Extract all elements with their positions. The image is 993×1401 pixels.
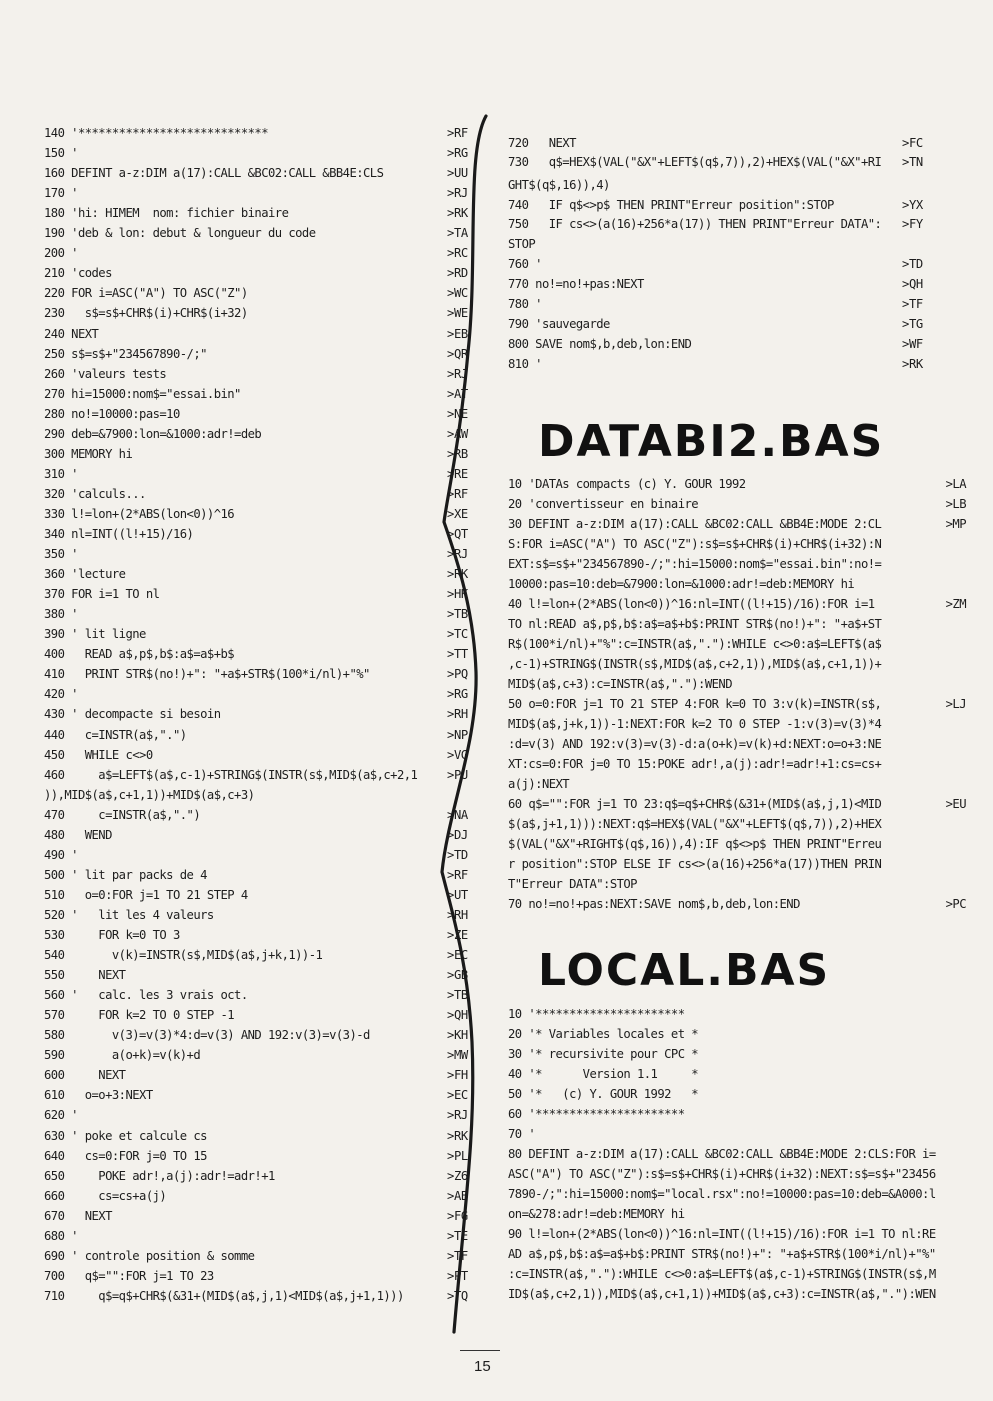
- code-line: [508, 754, 958, 774]
- code-text: R$(100*i/nl)+"%":c=INSTR(a$,"."):WHILE c<>0:a$=LEFT$(a$: [508, 637, 882, 651]
- code-line: [508, 534, 958, 554]
- code-line: 320 'calculs...: [44, 486, 146, 501]
- code-line: 380 ': [44, 607, 78, 622]
- code-text: T"Erreur DATA":STOP: [508, 877, 637, 891]
- checksum-code: >AT: [447, 386, 468, 401]
- code-line: [508, 594, 966, 614]
- code-line: [508, 854, 958, 874]
- code-line: 520 ' lit les 4 valeurs: [44, 907, 214, 922]
- checksum-code: >VG: [447, 747, 468, 762]
- code-line: 590 a(o+k)=v(k)+d: [44, 1048, 201, 1063]
- code-line: [508, 1264, 958, 1284]
- code-line: 180 'hi: HIMEM nom: fichier binaire: [44, 206, 289, 221]
- code-line: 410 PRINT STR$(no!)+": "+a$+STR$(100*i/nl)+"%": [44, 667, 370, 682]
- code-line: 440 c=INSTR(a$,"."): [44, 727, 187, 742]
- code-line: [508, 1144, 958, 1164]
- checksum-code: >RG: [447, 146, 468, 161]
- checksum-code: >RF: [447, 486, 468, 501]
- program-title-local: LOCAL.BAS: [538, 945, 831, 996]
- page-number-rule: [460, 1350, 500, 1351]
- code-line: [508, 734, 958, 754]
- checksum-code: >PU: [447, 767, 468, 782]
- checksum-code: >TD: [447, 847, 468, 862]
- code-line: 210 'codes: [44, 266, 112, 281]
- code-line: [508, 834, 958, 854]
- code-line: 490 ': [44, 847, 78, 862]
- code-line: [508, 774, 958, 794]
- code-line: 760 ': [508, 257, 542, 271]
- code-line: [508, 474, 966, 494]
- checksum-code: >EC: [447, 948, 468, 963]
- checksum-code: >RK: [447, 567, 468, 582]
- checksum-code: >ZE: [447, 928, 468, 942]
- checksum-code: >MW: [447, 1048, 468, 1063]
- checksum-code: >RE: [447, 466, 468, 481]
- checksum-code: >EU: [945, 797, 966, 811]
- right-column: [470, 0, 993, 1401]
- code-line: [508, 1244, 958, 1264]
- code-text: 60 '**********************: [508, 1107, 685, 1121]
- code-line: 500 ' lit par packs de 4: [44, 867, 207, 882]
- code-line: [508, 794, 966, 814]
- code-line: 460 a$=LEFT$(a$,c-1)+STRING$(INSTR(s$,MID$(a$,c+2,1: [44, 767, 418, 782]
- code-line: 640 cs=0:FOR j=0 TO 15: [44, 1148, 207, 1163]
- checksum-code: >AB: [447, 1188, 468, 1203]
- code-text: $(a$,j+1,1))):NEXT:q$=HEX$(VAL("&X"+LEFT$(q$,7)),2)+HEX: [508, 817, 882, 831]
- code-text: ASC("A") TO ASC("Z"):s$=s$+CHR$(i)+CHR$(i+32):NEXT:s$=s$+"23456: [508, 1167, 936, 1181]
- code-text: 90 l!=lon+(2*ABS(lon<0))^16:nl=INT((l!+15)/16):FOR i=1 TO nl:RE: [508, 1227, 936, 1241]
- checksum-code: >RD: [447, 266, 468, 281]
- code-line: 550 NEXT: [44, 968, 126, 983]
- code-line: 620 ': [44, 1108, 78, 1123]
- code-line: 770 no!=no!+pas:NEXT: [508, 277, 644, 291]
- code-line: 370 FOR i=1 TO nl: [44, 587, 160, 602]
- databi2-listing: [508, 474, 966, 914]
- code-line: 600 NEXT: [44, 1068, 126, 1083]
- checksum-code: >EB: [447, 326, 468, 341]
- checksum-code: >FH: [447, 1068, 468, 1083]
- code-text: $(VAL("&X"+RIGHT$(q$,16)),4):IF q$<>p$ THEN PRINT"Erreu: [508, 837, 882, 851]
- checksum-code: >NE: [447, 406, 468, 421]
- checksum-code: >UU: [447, 166, 468, 181]
- checksum-code: >HK: [447, 587, 468, 602]
- code-line: 680 ': [44, 1228, 78, 1243]
- code-text: TO nl:READ a$,p$,b$:a$=a$+b$:PRINT STR$(no!)+": "+a$+ST: [508, 617, 882, 631]
- checksum-code: >FY: [902, 217, 923, 231]
- code-line: 750 IF cs<>(a(16)+256*a(17)) THEN PRINT"Erreur DATA":: [508, 217, 882, 231]
- checksum-code: >MP: [945, 517, 966, 531]
- code-line: 250 s$=s$+"234567890-/;": [44, 346, 207, 361]
- code-line: 530 FOR k=0 TO 3: [44, 928, 180, 942]
- checksum-code: >RK: [447, 1128, 468, 1143]
- code-line: [508, 1164, 958, 1184]
- code-text: 7890-/;":hi=15000:nom$="local.rsx":no!=10000:pas=10:deb=&A000:l: [508, 1187, 936, 1201]
- code-line: [508, 574, 958, 594]
- code-text: MID$(a$,c+3):c=INSTR(a$,"."):WEND: [508, 677, 732, 691]
- checksum-code: >UT: [447, 887, 468, 902]
- code-line: 150 ': [44, 146, 78, 161]
- code-line: [508, 1184, 958, 1204]
- code-line: 420 ': [44, 687, 78, 702]
- checksum-code: >RH: [447, 707, 468, 722]
- code-text: on=&278:adr!=deb:MEMORY hi: [508, 1207, 685, 1221]
- checksum-code: >RK: [447, 206, 468, 221]
- code-line: 360 'lecture: [44, 567, 126, 582]
- code-line: 570 FOR k=2 TO 0 STEP -1: [44, 1008, 235, 1023]
- code-line: 540 v(k)=INSTR(s$,MID$(a$,j+k,1))-1: [44, 948, 323, 963]
- code-text: MID$(a$,j+k,1))-1:NEXT:FOR k=2 TO 0 STEP -1:v(3)=v(3)*4: [508, 717, 882, 731]
- checksum-code: >LA: [945, 477, 966, 491]
- code-text: 70 no!=no!+pas:NEXT:SAVE nom$,b,deb,lon:END: [508, 897, 800, 911]
- checksum-code: >XE: [447, 506, 468, 521]
- checksum-code: >YX: [902, 198, 923, 212]
- checksum-code: >DJ: [447, 827, 468, 842]
- checksum-code: >RB: [447, 446, 468, 461]
- code-line: 510 o=0:FOR j=1 TO 21 STEP 4: [44, 887, 248, 902]
- code-text: 70 ': [508, 1127, 536, 1141]
- code-line: [508, 1004, 958, 1024]
- code-line: 350 ': [44, 547, 78, 562]
- code-line: 710 q$=q$+CHR$(&31+(MID$(a$,j,1)<MID$(a$,j+1,1))): [44, 1288, 404, 1303]
- code-line: 280 no!=10000:pas=10: [44, 406, 180, 421]
- checksum-code: >AW: [447, 426, 468, 441]
- code-line: 220 FOR i=ASC("A") TO ASC("Z"): [44, 286, 248, 301]
- code-text: 40 l!=lon+(2*ABS(lon<0))^16:nl=INT((l!+15)/16):FOR i=1: [508, 597, 875, 611]
- code-line: 700 q$="":FOR j=1 TO 23: [44, 1268, 214, 1283]
- checksum-code: >KH: [447, 1028, 468, 1043]
- left-column-listing: [0, 0, 470, 1303]
- checksum-code: >WC: [447, 286, 468, 301]
- code-line: [508, 714, 958, 734]
- code-line: 690 ' controle position & somme: [44, 1248, 255, 1263]
- local-listing: [508, 1004, 958, 1304]
- code-text: 20 'convertisseur en binaire: [508, 497, 699, 511]
- code-line: 610 o=o+3:NEXT: [44, 1088, 153, 1103]
- checksum-code: >FC: [902, 136, 923, 150]
- code-line: )),MID$(a$,c+1,1))+MID$(a$,c+3): [44, 787, 255, 802]
- code-text: a(j):NEXT: [508, 777, 570, 791]
- code-line: [508, 554, 958, 574]
- code-text: 50 o=0:FOR j=1 TO 21 STEP 4:FOR k=0 TO 3:v(k)=INSTR(s$,: [508, 697, 882, 711]
- checksum-code: >TQ: [447, 1288, 468, 1303]
- code-line: 160 DEFINT a-z:DIM a(17):CALL &BC02:CALL &BB4E:CLS: [44, 166, 384, 181]
- code-line: 400 READ a$,p$,b$:a$=a$+b$: [44, 647, 235, 662]
- code-line: [508, 1224, 958, 1244]
- code-text: 10 '**********************: [508, 1007, 685, 1021]
- code-line: 390 ' lit ligne: [44, 627, 146, 642]
- code-text: 30 DEFINT a-z:DIM a(17):CALL &BC02:CALL &BB4E:MODE 2:CL: [508, 517, 882, 531]
- code-line: [508, 1024, 958, 1044]
- code-text: 80 DEFINT a-z:DIM a(17):CALL &BC02:CALL &BB4E:MODE 2:CLS:FOR i=: [508, 1147, 936, 1161]
- code-line: 240 NEXT: [44, 326, 99, 341]
- checksum-code: >LB: [945, 497, 966, 511]
- code-line: 140 '****************************: [44, 126, 268, 140]
- code-line: [508, 674, 958, 694]
- code-line: 230 s$=s$+CHR$(i)+CHR$(i+32): [44, 306, 248, 321]
- code-line: [508, 1204, 958, 1224]
- code-line: 780 ': [508, 297, 542, 311]
- code-line: 810 ': [508, 357, 542, 371]
- code-line: 800 SAVE nom$,b,deb,lon:END: [508, 337, 692, 351]
- code-text: 10 'DATAs compacts (c) Y. GOUR 1992: [508, 477, 746, 491]
- code-line: 430 ' decompacte si besoin: [44, 707, 221, 722]
- code-line: 580 v(3)=v(3)*4:d=v(3) AND 192:v(3)=v(3)-d: [44, 1028, 370, 1043]
- checksum-code: >TC: [447, 627, 468, 642]
- code-line: GHT$(q$,16)),4): [508, 178, 610, 192]
- code-text: ID$(a$,c+2,1)),MID$(a$,c+1,1))+MID$(a$,c+3):c=INSTR(a$,"."):WEN: [508, 1287, 936, 1301]
- code-line: [508, 514, 966, 534]
- code-line: 730 q$=HEX$(VAL("&X"+LEFT$(q$,7)),2)+HEX$(VAL("&X"+RI: [508, 155, 882, 169]
- code-line: [508, 694, 966, 714]
- checksum-code: >TG: [902, 317, 923, 331]
- code-line: [508, 1064, 958, 1084]
- code-line: 340 nl=INT((l!+15)/16): [44, 527, 194, 541]
- checksum-code: >PL: [447, 1148, 468, 1163]
- code-line: 650 POKE adr!,a(j):adr!=adr!+1: [44, 1168, 275, 1183]
- code-line: 630 ' poke et calcule cs: [44, 1128, 207, 1143]
- code-line: 330 l!=lon+(2*ABS(lon<0))^16: [44, 506, 235, 521]
- checksum-code: >LJ: [945, 697, 966, 711]
- code-text: 10000:pas=10:deb=&7900:lon=&1000:adr!=deb:MEMORY hi: [508, 577, 855, 591]
- code-text: ,c-1)+STRING$(INSTR(s$,MID$(a$,c+2,1)),MID$(a$,c+1,1))+: [508, 657, 882, 671]
- code-text: 60 q$="":FOR j=1 TO 23:q$=q$+CHR$(&31+(MID$(a$,j,1)<MID: [508, 797, 882, 811]
- code-line: [508, 494, 966, 514]
- checksum-code: >Z6: [447, 1168, 468, 1183]
- code-line: [508, 1104, 958, 1124]
- code-text: 20 '* Variables locales et *: [508, 1027, 699, 1041]
- code-text: EXT:s$=s$+"234567890-/;":hi=15000:nom$="essai.bin":no!=: [508, 557, 882, 571]
- checksum-code: >RJ: [447, 1108, 468, 1123]
- code-line: [508, 1044, 958, 1064]
- checksum-code: >RG: [447, 687, 468, 702]
- checksum-code: >QH: [902, 277, 923, 291]
- checksum-code: >RF: [447, 126, 468, 140]
- checksum-code: >RJ: [447, 366, 468, 381]
- checksum-code: >TF: [447, 1248, 468, 1263]
- checksum-code: >RJ: [447, 186, 468, 201]
- code-text: 40 '* Version 1.1 *: [508, 1067, 699, 1081]
- code-line: 470 c=INSTR(a$,"."): [44, 807, 201, 822]
- checksum-code: >WE: [447, 306, 468, 321]
- checksum-code: >TD: [902, 257, 923, 271]
- code-line: [508, 894, 966, 914]
- code-line: STOP: [508, 237, 536, 251]
- checksum-code: >TB: [447, 607, 468, 622]
- checksum-code: >TF: [902, 297, 923, 311]
- checksum-code: >RH: [447, 907, 468, 922]
- code-line: 260 'valeurs tests: [44, 366, 167, 381]
- code-line: 290 deb=&7900:lon=&1000:adr!=deb: [44, 426, 262, 441]
- code-line: 310 ': [44, 466, 78, 481]
- code-line: [508, 654, 958, 674]
- code-text: AD a$,p$,b$:a$=a$+b$:PRINT STR$(no!)+": "+a$+STR$(100*i/nl)+"%": [508, 1247, 936, 1261]
- code-text: r position":STOP ELSE IF cs<>(a(16)+256*a(17))THEN PRIN: [508, 857, 882, 871]
- checksum-code: >QR: [447, 346, 468, 361]
- checksum-code: >PC: [945, 897, 966, 911]
- code-line: [508, 634, 958, 654]
- checksum-code: >PQ: [447, 667, 468, 682]
- checksum-code: >WF: [902, 337, 923, 351]
- checksum-code: >QH: [447, 1008, 468, 1023]
- checksum-code: >TN: [902, 155, 923, 169]
- checksum-code: >PT: [447, 1268, 468, 1283]
- code-text: S:FOR i=ASC("A") TO ASC("Z"):s$=s$+CHR$(i)+CHR$(i+32):N: [508, 537, 882, 551]
- checksum-code: >RC: [447, 246, 468, 261]
- code-line: 740 IF q$<>p$ THEN PRINT"Erreur position":STOP: [508, 198, 834, 212]
- code-line: 270 hi=15000:nom$="essai.bin": [44, 386, 241, 401]
- code-text: :c=INSTR(a$,"."):WHILE c<>0:a$=LEFT$(a$,c-1)+STRING$(INSTR(s$,M: [508, 1267, 936, 1281]
- code-line: 170 ': [44, 186, 78, 201]
- checksum-code: >TB: [447, 988, 468, 1003]
- page-number: 15: [474, 1358, 491, 1375]
- code-text: 50 '* (c) Y. GOUR 1992 *: [508, 1087, 699, 1101]
- code-text: :d=v(3) AND 192:v(3)=v(3)-d:a(o+k)=v(k)+d:NEXT:o=o+3:NE: [508, 737, 882, 751]
- code-line: [508, 1124, 958, 1144]
- code-line: 720 NEXT: [508, 136, 576, 150]
- code-line: 300 MEMORY hi: [44, 446, 133, 461]
- checksum-code: >RJ: [447, 547, 468, 562]
- code-text: XT:cs=0:FOR j=0 TO 15:POKE adr!,a(j):adr!=adr!+1:cs=cs+: [508, 757, 882, 771]
- code-line: 560 ' calc. les 3 vrais oct.: [44, 988, 248, 1003]
- code-line: 450 WHILE c<>0: [44, 747, 153, 762]
- checksum-code: >FG: [447, 1208, 468, 1223]
- code-line: [508, 614, 958, 634]
- program-title-databi2: DATABI2.BAS: [538, 416, 885, 467]
- code-line: [508, 1284, 958, 1304]
- checksum-code: >NP: [447, 727, 468, 742]
- checksum-code: >GB: [447, 968, 468, 983]
- code-line: 660 cs=cs+a(j): [44, 1188, 167, 1203]
- code-line: [508, 814, 958, 834]
- checksum-code: >TA: [447, 226, 468, 241]
- code-line: [508, 874, 958, 894]
- code-line: 480 WEND: [44, 827, 112, 842]
- code-line: 200 ': [44, 246, 78, 261]
- checksum-code: >ZM: [945, 597, 966, 611]
- checksum-code: >RF: [447, 867, 468, 882]
- checksum-code: >EC: [447, 1088, 468, 1103]
- checksum-code: >TT: [447, 647, 468, 662]
- code-text: 30 '* recursivite pour CPC *: [508, 1047, 699, 1061]
- checksum-code: >RK: [902, 357, 923, 371]
- code-line: [508, 1084, 958, 1104]
- checksum-code: >TE: [447, 1228, 468, 1243]
- code-line: 190 'deb & lon: debut & longueur du code: [44, 226, 316, 241]
- checksum-code: >QT: [447, 527, 468, 541]
- code-line: 670 NEXT: [44, 1208, 112, 1223]
- code-line: 790 'sauvegarde: [508, 317, 610, 331]
- checksum-code: >NA: [447, 807, 468, 822]
